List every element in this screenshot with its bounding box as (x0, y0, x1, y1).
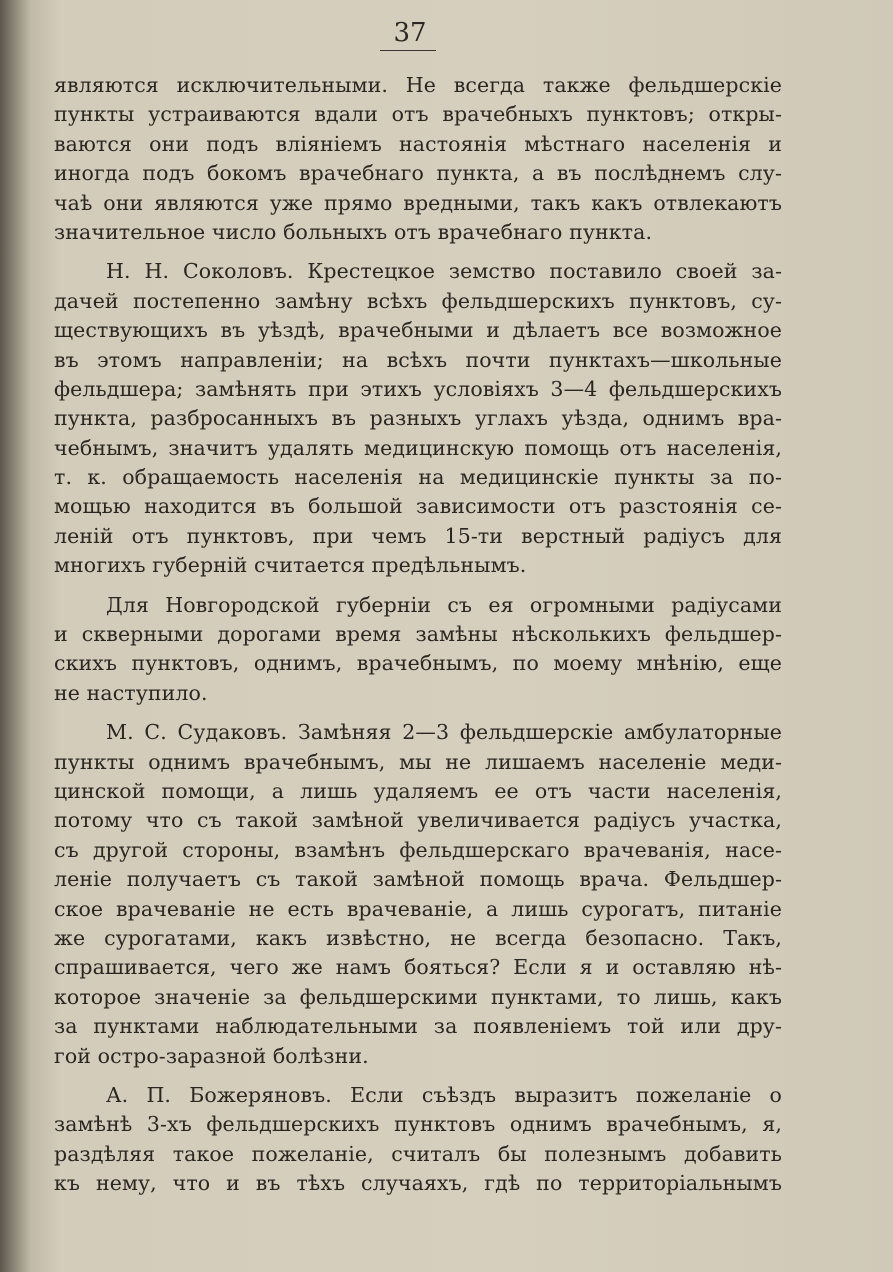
text-line: значительное число больныхъ отъ врачебнаго пункта. (54, 219, 653, 244)
text-line: въ этомъ направленіи; на всѣхъ почти пунктахъ—школьные (54, 347, 782, 372)
text-line: дачей постепенно замѣну всѣхъ фельдшерскихъ пунктовъ, су- (54, 288, 782, 313)
paragraph (54, 71, 782, 247)
text-line: не наступило. (54, 680, 208, 705)
text-line: пункты устраиваются вдали отъ врачебныхъ пунктовъ; откры- (54, 102, 782, 127)
page-number: 37 (393, 18, 427, 48)
text-line: ваются они подъ вліяніемъ настоянія мѣстнаго населенія и (54, 131, 782, 156)
text-line: леній отъ пунктовъ, при чемъ 15-ти верстный радіусъ для (54, 523, 782, 548)
text-line: за пунктами наблюдательными за появленіемъ той или дру- (54, 1014, 782, 1039)
text-line: чебнымъ, значитъ удалять медицинскую помощь отъ населенія, (54, 435, 782, 460)
text-line: пункты однимъ врачебнымъ, мы не лишаемъ населеніе меди- (54, 749, 782, 774)
paragraph (54, 591, 782, 709)
text-line: и скверными дорогами время замѣны нѣсколькихъ фельдшер- (54, 622, 782, 647)
text-line: скихъ пунктовъ, однимъ, врачебнымъ, по моему мнѣнію, еще (54, 651, 782, 676)
text-line: гой остро-заразной болѣзни. (54, 1043, 369, 1068)
text-line: ское врачеваніе не есть врачеваніе, а лишь сурогатъ, питаніе (54, 896, 782, 921)
text-line: являются исключительными. Не всегда также фельдшерскіе (54, 73, 782, 97)
text-line: т. к. обращаемость населенія на медицинскіе пункты за по- (54, 465, 782, 490)
text-line: иногда подъ бокомъ врачебнаго пункта, а въ послѣднемъ слу- (54, 161, 782, 186)
text-line: леніе получаетъ съ такой замѣной помощь врача. Фельдшер- (54, 867, 782, 892)
text-line: цинской помощи, а лишь удаляемъ ее отъ части населенія, (54, 778, 782, 803)
text-line: многихъ губерній считается предѣльнымъ. (54, 553, 527, 578)
text-line: фельдшера; замѣнять при этихъ условіяхъ 3—4 фельдшерскихъ (54, 376, 782, 401)
text-line: пункта, разбросанныхъ въ разныхъ углахъ уѣзда, однимъ вра- (54, 406, 782, 431)
text-line: спрашивается, чего же намъ бояться? Если я и оставляю нѣ- (54, 955, 782, 980)
text-line: къ нему, что и въ тѣхъ случаяхъ, гдѣ по территоріальнымъ (54, 1171, 782, 1196)
text-line: же сурогатами, какъ извѣстно, не всегда безопасно. Такъ, (54, 925, 782, 950)
text-line: раздѣляя такое пожеланіе, считалъ бы полезнымъ добавить (54, 1141, 782, 1166)
page-number-underline (380, 50, 436, 51)
text-line: Н. Н. Соколовъ. Крестецкое земство поставило своей за- (106, 259, 782, 284)
text-line: Для Новгородской губерніи съ ея огромными радіусами (106, 592, 782, 617)
body-text (54, 71, 782, 1198)
text-line: мощью находится въ большой зависимости отъ разстоянія се- (54, 494, 782, 519)
text-line: съ другой стороны, взамѣнъ фельдшерскаго врачеванія, насе- (54, 837, 782, 862)
text-line: потому что съ такой замѣной увеличивается радіусъ участка, (54, 808, 782, 833)
text-line: замѣнѣ 3-хъ фельдшерскихъ пунктовъ однимъ врачебнымъ, я, (54, 1112, 782, 1137)
paragraph (54, 1081, 782, 1199)
text-line: которое значеніе за фельдшерскими пунктами, то лишь, какъ (54, 984, 782, 1009)
text-line: М. С. Судаковъ. Замѣняя 2—3 фельдшерскіе амбулаторные (106, 720, 782, 745)
text-line: чаѣ они являются уже прямо вредными, такъ какъ отвлекаютъ (54, 190, 782, 215)
text-line: А. П. Божеряновъ. Если съѣздъ выразитъ пожеланіе о (106, 1082, 782, 1107)
paragraph (54, 257, 782, 580)
paragraph (54, 718, 782, 1071)
text-line: ществующихъ въ уѣздѣ, врачебными и дѣлаетъ все возможное (54, 318, 782, 343)
